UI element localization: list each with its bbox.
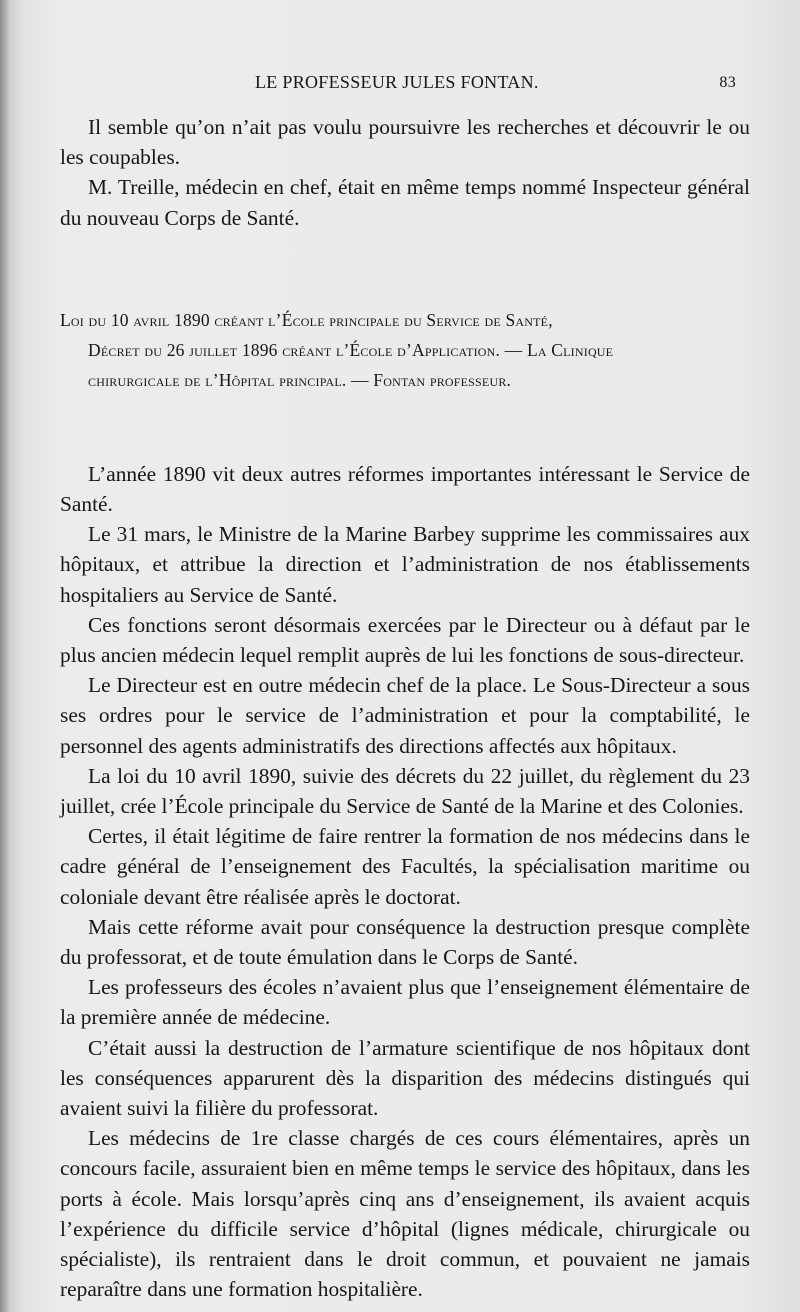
paragraph: Mais cette réforme avait pour conséquence la destruction presque complète du professorat, et de toute émulation dans le Corps de Santé. (60, 914, 750, 970)
paragraph: La loi du 10 avril 1890, suivie des décrets du 22 juillet, du règlement du 23 juillet, crée l’École principale du Service de Santé de la Marine et des Colonies. (60, 763, 750, 819)
paragraph: Il semble qu’on n’ait pas voulu poursuivre les recherches et découvrir le ou les coupables. (60, 115, 750, 170)
paragraph: Certes, il était légitime de faire rentrer la formation de nos médecins dans le cadre général de l’enseignement des Facultés, la spécialisation maritime ou coloniale devant être réalisée après le doctorat. (60, 824, 750, 909)
section-heading-line: Décret du 26 juillet 1896 créant l’École d’Application. — La Clinique (88, 339, 614, 360)
section-heading-line: chirurgicale de l’Hôpital principal. — Fontan professeur. (88, 369, 512, 390)
section-heading-line: Loi du 10 avril 1890 créant l’École principale du Service de Santé, (60, 309, 553, 330)
paragraph: L’année 1890 vit deux autres réformes importantes intéressant le Service de Santé. (60, 461, 750, 517)
paragraph: C’était aussi la destruction de l’armature scientifique de nos hôpitaux dont les conséquences apparurent dès la disparition des médecins distingués qui avaient suivi la filière du professorat. (60, 1035, 750, 1121)
body-text (60, 112, 750, 1305)
paragraph: Les médecins de 1re classe chargés de ces cours élémentaires, après un concours facile, assuraient bien en même temps le service des hôpitaux, dans les ports à école. Mais lorsqu’après cinq ans d’enseignement, ils avaient acquis l’expérience du difficile service d’hôpital (lignes médicale, chirurgicale ou spécialiste), ils rentraient dans le droit commun, et pouvaient ne jamais reparaître dans une formation hospitalière. (60, 1126, 750, 1302)
page-number: 83 (719, 74, 736, 91)
paragraph: Les professeurs des écoles n’avaient plus que l’enseignement élémentaire de la première année de médecine. (60, 975, 750, 1030)
paragraph: Le Directeur est en outre médecin chef de la place. Le Sous-Directeur a sous ses ordres pour le service de l’administration et pour la comptabilité, le personnel des agents administratifs des directions affectés aux hôpitaux. (60, 673, 750, 758)
section-heading (60, 305, 750, 395)
running-header (60, 72, 740, 100)
running-title: LE PROFESSEUR JULES FONTAN. (255, 72, 539, 92)
paragraph: M. Treille, médecin en chef, était en même temps nommé Inspecteur général du nouveau Corps de Santé. (60, 175, 750, 230)
paragraph: Le 31 mars, le Ministre de la Marine Barbey supprime les commissaires aux hôpitaux, et attribue la direction et l’administration de nos établissements hospitaliers au Service de Santé. (60, 522, 750, 607)
paragraph: Ces fonctions seront désormais exercées par le Directeur ou à défaut par le plus ancien médecin lequel remplit auprès de lui les fonctions de sous-directeur. (60, 612, 750, 668)
